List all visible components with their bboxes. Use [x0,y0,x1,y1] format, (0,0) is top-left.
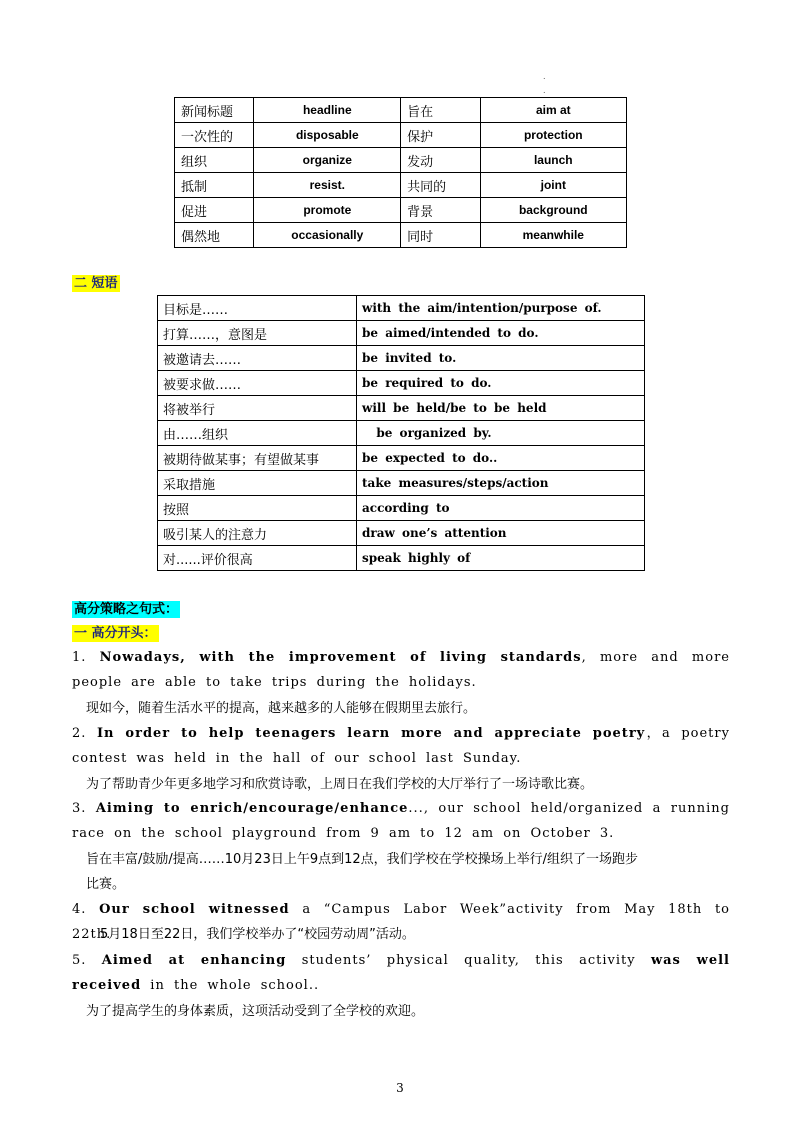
vocab-chinese-cell: 偶然地 [175,223,254,248]
item-number: 5. [72,953,102,968]
sentence-item-5 [72,948,730,998]
vocab-english-cell: aim at [480,98,626,123]
phrase-row [158,496,645,521]
phrase-row [158,446,645,471]
phrase-chinese-cell: 被要求做…… [158,371,357,396]
phrase-english-cell: take measures/steps/action [357,471,645,496]
phrase-row [158,521,645,546]
sentence-item-1 [72,645,730,695]
item-number: 3. [72,801,96,816]
vocab-chinese-cell: 发动 [401,148,480,173]
phrase-chinese-cell: 采取措施 [158,471,357,496]
item-bold-text: Aimed at enhancing [101,953,287,968]
vocab-row [175,223,627,248]
vocab-chinese-cell: 一次性的 [175,123,254,148]
item-text: , more and more people are able to take trips during the holidays. [72,650,730,690]
vocab-chinese-cell: 保护 [401,123,480,148]
sentence-item-4-translation: 5月18日至22日，我们学校举办了“校园劳动周”活动。 [100,927,415,942]
phrase-row [158,296,645,321]
phrase-chinese-cell: 打算……，意图是 [158,321,357,346]
vocab-english-cell: occasionally [254,223,401,248]
vocab-english-cell: organize [254,148,401,173]
sentence-item-3 [72,796,730,846]
vocab-chinese-cell: 共同的 [401,173,480,198]
vocabulary-table [174,97,627,248]
phrase-row [158,421,645,446]
item-text-2: in the whole school.. [141,978,320,993]
phrase-row [158,321,645,346]
vocab-chinese-cell: 抵制 [175,173,254,198]
phrase-chinese-cell: 被邀请去…… [158,346,357,371]
vocab-english-cell: background [480,198,626,223]
item-text: a “Campus Labor Week”activity from May 18th to 22th. [72,902,731,942]
phrase-chinese-cell: 按照 [158,496,357,521]
phrase-row [158,346,645,371]
vocab-english-cell: launch [480,148,626,173]
sentence-item-1-translation: 现如今，随着生活水平的提高，越来越多的人能够在假期里去旅行。 [86,701,477,716]
phrase-english-cell: be organized by. [357,421,645,446]
phrase-english-cell: draw one’s attention [357,521,645,546]
phrase-chinese-cell: 由……组织 [158,421,357,446]
sentence-item-3-translation: 旨在丰富/鼓励/提高……10月23日上午9点到12点，我们学校在学校操场上举行/组织了一场跑步 [86,852,639,867]
vocab-row [175,198,627,223]
vocab-english-cell: promote [254,198,401,223]
item-bold-text: Aiming to enrich/encourage/enhance [95,801,409,816]
phrase-chinese-cell: 对......评价很高 [158,546,357,571]
vocab-english-cell: protection [480,123,626,148]
vocab-row [175,123,627,148]
vocab-chinese-cell: 同时 [401,223,480,248]
sentence-item-3-translation-cont: 比赛。 [86,877,126,892]
phrase-english-cell: be required to do. [357,371,645,396]
phrase-english-cell: speak highly of [357,546,645,571]
vocab-chinese-cell: 背景 [401,198,480,223]
item-number: 1. [72,650,100,665]
item-number: 2. [72,726,97,741]
sentence-item-5-translation: 为了提高学生的身体素质，这项活动受到了全学校的欢迎。 [86,1004,425,1019]
sentence-item-2-translation: 为了帮助青少年更多地学习和欣赏诗歌，上周日在我们学校的大厅举行了一场诗歌比赛。 [86,777,594,792]
page-number: 3 [396,1081,404,1095]
vocab-row [175,148,627,173]
item-text: ，a poetry contest was held in the hall of our school last Sunday. [72,726,730,766]
item-bold-text: Nowadays, with the improvement of living standards [99,650,582,665]
phrase-row [158,371,645,396]
item-number: 4. [72,902,100,917]
vocab-chinese-cell: 旨在 [401,98,480,123]
opening-title: 一 高分开头： [74,626,157,641]
vocab-row [175,173,627,198]
section-phrases-title: 二 短语 [74,276,118,291]
vocab-english-cell: meanwhile [480,223,626,248]
phrase-english-cell: will be held/be to be held [357,396,645,421]
phrases-table [157,295,645,571]
vocab-english-cell: joint [480,173,626,198]
item-bold-text-2: was well received [72,953,730,993]
phrase-chinese-cell: 被期待做某事；有望做某事 [158,446,357,471]
sentence-item-2 [72,721,730,771]
decorative-dots: . . [543,72,546,95]
phrase-english-cell: with the aim/intention/purpose of. [357,296,645,321]
phrase-chinese-cell: 目标是…… [158,296,357,321]
item-text: students’ physical quality, this activity [286,953,651,968]
phrase-english-cell: be invited to. [357,346,645,371]
vocab-chinese-cell: 促进 [175,198,254,223]
strategy-title: 高分策略之句式： [74,602,179,617]
vocab-english-cell: disposable [254,123,401,148]
phrase-chinese-cell: 吸引某人的注意力 [158,521,357,546]
vocab-chinese-cell: 组织 [175,148,254,173]
phrase-english-cell: be aimed/intended to do. [357,321,645,346]
phrase-row [158,471,645,496]
vocab-chinese-cell: 新闻标题 [175,98,254,123]
phrase-chinese-cell: 将被举行 [158,396,357,421]
item-bold-text: In order to help teenagers learn more and appreciate poetry [96,726,646,741]
vocab-row [175,98,627,123]
item-bold-text: Our school witnessed [99,902,290,917]
vocab-english-cell: headline [254,98,401,123]
phrase-english-cell: be expected to do.. [357,446,645,471]
item-text: ..., our school held/organized a running race on the school playground from 9 am to 12 am on October 3. [72,801,730,841]
vocab-english-cell: resist. [254,173,401,198]
phrase-row [158,396,645,421]
phrase-english-cell: according to [357,496,645,521]
phrase-row [158,546,645,571]
